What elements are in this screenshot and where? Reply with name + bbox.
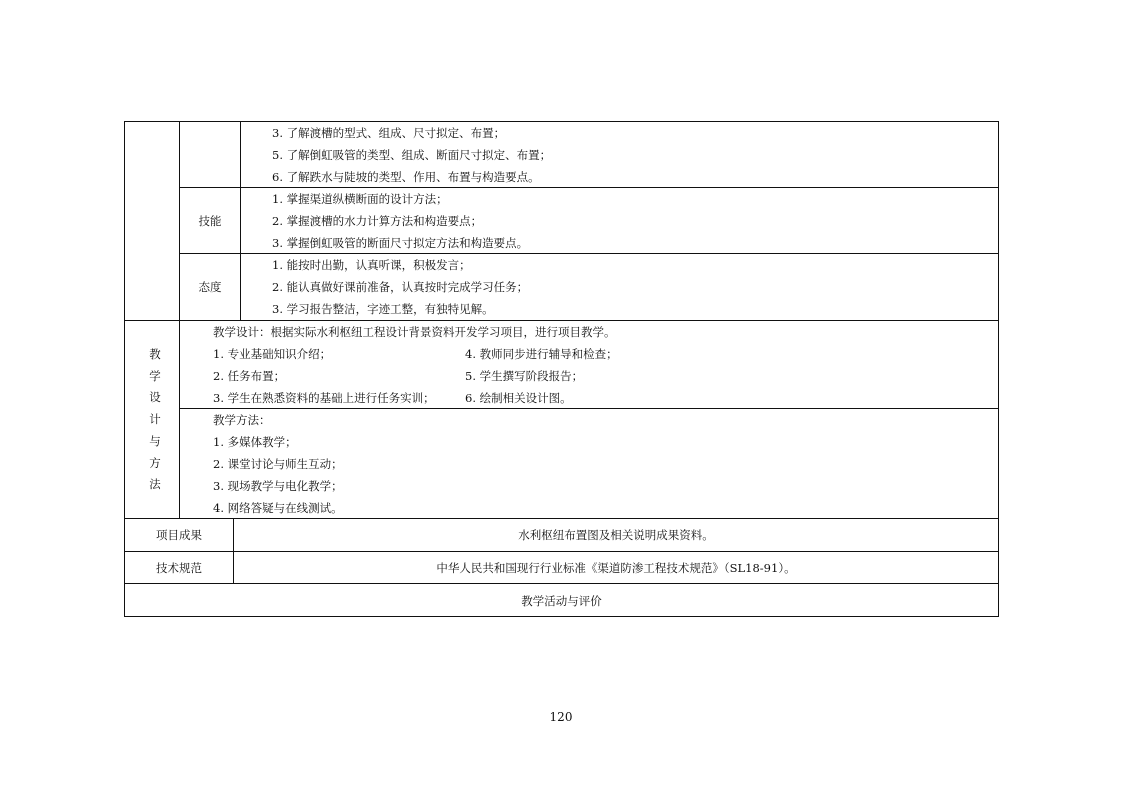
attitude-item: 1. 能按时出勤，认真听课，积极发言；: [272, 258, 471, 272]
method-item: 4. 网络答疑与在线测试。: [213, 501, 343, 515]
design-item: 3. 学生在熟悉资料的基础上进行任务实训；: [213, 391, 435, 405]
method-title: 教学方法：: [213, 413, 271, 427]
design-item: 1. 专业基础知识介绍；: [213, 347, 332, 361]
divider: [179, 253, 998, 254]
side-label-char: 与: [149, 433, 161, 448]
knowledge-item: 3. 了解渡槽的型式、组成、尺寸拟定、布置；: [272, 126, 506, 140]
divider: [179, 187, 998, 188]
design-item: 4. 教师同步进行辅导和检查；: [465, 347, 618, 361]
side-label-char: 学: [149, 368, 161, 383]
design-item: 6. 绘制相关设计图。: [465, 391, 572, 405]
side-label-char: 计: [149, 412, 161, 427]
divider: [124, 518, 999, 519]
attitude-item: 3. 学习报告整洁，字迹工整，有独特见解。: [272, 302, 494, 316]
side-label-char: 教: [149, 347, 161, 361]
page-number: 120: [549, 710, 573, 724]
skill-item: 1. 掌握渠道纵横断面的设计方法；: [272, 192, 448, 206]
divider: [124, 551, 999, 552]
standard-value: 中华人民共和国现行行业标准《渠道防渗工程技术规范》（SL18-91）。: [436, 561, 796, 575]
knowledge-item: 6. 了解跌水与陡坡的类型、作用、布置与构造要点。: [272, 170, 540, 184]
method-item: 3. 现场教学与电化教学；: [213, 479, 343, 493]
design-item: 2. 任务布置；: [213, 369, 286, 383]
divider: [179, 408, 998, 409]
method-item: 2. 课堂讨论与师生互动；: [213, 457, 343, 471]
divider: [124, 320, 999, 321]
side-label-char: 法: [149, 477, 161, 492]
standard-label: 技术规范: [156, 561, 202, 575]
side-label-char: 设: [149, 390, 161, 405]
outcome-value: 水利枢纽布置图及相关说明成果资料。: [518, 528, 714, 542]
divider: [179, 121, 180, 519]
design-item: 5. 学生撰写阶段报告；: [465, 369, 584, 383]
skills-label: 技能: [198, 214, 222, 228]
teaching-side-label: [145, 344, 165, 496]
skill-item: 3. 掌握倒虹吸管的断面尺寸拟定方法和构造要点。: [272, 236, 529, 250]
outcome-label: 项目成果: [156, 528, 202, 542]
design-title: 教学设计：根据实际水利枢纽工程设计背景资料开发学习项目，进行项目教学。: [213, 325, 616, 339]
side-label-char: 方: [149, 455, 161, 470]
divider: [124, 583, 999, 584]
attitude-label: 态度: [198, 280, 222, 294]
divider: [240, 121, 241, 321]
attitude-item: 2. 能认真做好课前准备，认真按时完成学习任务；: [272, 280, 529, 294]
skill-item: 2. 掌握渡槽的水力计算方法和构造要点；: [272, 214, 483, 228]
method-item: 1. 多媒体教学；: [213, 435, 297, 449]
knowledge-item: 5. 了解倒虹吸管的类型、组成、断面尺寸拟定、布置；: [272, 148, 552, 162]
activity-heading: 教学活动与评价: [521, 594, 602, 608]
